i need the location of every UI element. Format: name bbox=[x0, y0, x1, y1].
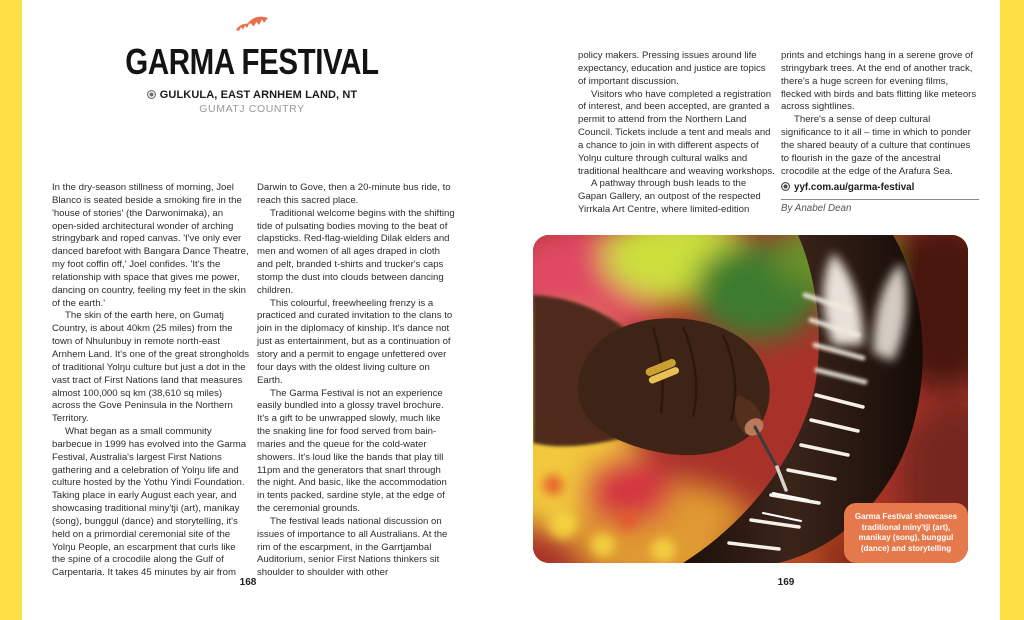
article-paragraph: Darwin to Gove, then a 20-minute bus ride, to reach this sacred place. bbox=[257, 182, 451, 206]
article-paragraph: The festival leads national discussion on issues of importance to all Australians. At the rim of the escarpment, in the Garrtjambal Auditorium, senior First Nations thinkers sit shoulder to shoulder with other bbox=[257, 515, 448, 579]
article-column-1 bbox=[52, 182, 250, 580]
page-number-right: 169 bbox=[777, 577, 795, 588]
article-paragraph: Visitors who have completed a registration of interest, and been accepted, are granted a permit to attend from the Northern Land Council. Tickets include a tent and meals and a chance to join in with different aspects of Yolŋu culture through cultural walks and traditional healthcare and weaving workshops. bbox=[578, 88, 775, 177]
article-paragraph: The skin of the earth here, on Gumatj Country, is about 40km (25 miles) from the town of Nhulunbuy in remote north-east Arnhem Land. It's one of the great strongholds of traditional Yolŋu culture but just a dot in the vast tract of First Nations land that measures almost 100,000 sq km (38,610 sq miles) across the Gove Peninsula in the Northern Territory. bbox=[52, 310, 250, 425]
article-column-4 bbox=[781, 50, 979, 216]
article-paragraph: The Garma Festival is not an experience easily bundled into a glossy travel brochure. It's a gift to be unwrapped slowly, much like the snaking line for food served from bain-maries and the queue for the cold-water showers. It's loud like the bands that play till 11pm and the generators that snarl through the night. And basic, like the accommodation in tents packed, sardine style, at the edge of the ceremonial grounds. bbox=[257, 387, 447, 515]
article-paragraph: policy makers. Pressing issues around life expectancy, education and justice are topics of important discussion. bbox=[578, 50, 766, 87]
article-column-2 bbox=[257, 182, 455, 580]
article-paragraph: In the dry-season stillness of morning, Joel Blanco is seated beside a smoking fire in the 'house of stories' (the Darwonimaka), an open-sided architectural wonder of arching stringybark and roped canvas. 'I've only ever danced barefoot with Bangara Dance Theatre, my foot coffin off,' Joel confides. 'It's the relationship with space that gives me power, dancing on country, feeling my feet in the skin of the earth.' bbox=[52, 182, 249, 309]
article-paragraph: This colourful, freewheeling frenzy is a practiced and curated invitation to the clans to join in the diplomacy of kinship. It's dance not just as entertainment, but as a continuation of story and a permit to engage unfettered over four days with the oldest living culture on Earth. bbox=[257, 297, 453, 386]
page-title: GARMA FESTIVAL bbox=[125, 41, 379, 82]
byline: By Anabel Dean bbox=[781, 199, 979, 216]
photo-caption: Garma Festival showcases traditional miny'tji (art), manikay (song), bunggul (dance) and storytelling bbox=[844, 503, 968, 563]
article-paragraph: What began as a small community barbecue in 1999 has evolved into the Garma Festival, Australia's largest First Nations gathering and a celebration of Yolŋu life and culture hosted by the Yothu Yindi Foundation. Taking place in early August each year, and showcasing traditional miny'tji (art), manikay (song), bunggul (dance) and storytelling, it's held on a primordial ceremonial site of the Yolŋu People, an escarpment that curls like the spine of a crocodile along the Gulf of Carpentaria. It takes 45 minutes by air from bbox=[52, 426, 247, 579]
article-paragraph: Traditional welcome begins with the shifting tide of pulsating bodies moving to the beat of clapsticks. Red-flag-wielding Dilak elders and men and women of all ages draped in cloth and pelt, branded t-shirts and trucker's caps stomp the dust into clouds between dancing children. bbox=[257, 207, 455, 296]
location-line bbox=[52, 89, 452, 101]
article-paragraph: prints and etchings hang in a serene grove of stringybark trees. At the end of another track, there's a huge screen for evening films, flecked with birds and bats flitting like meteors across sightlines. bbox=[781, 50, 977, 113]
globe-ring-icon bbox=[781, 182, 790, 191]
article-paragraph: There's a sense of deep cultural significance to it all – time in which to ponder the shared beauty of a culture that continues to flourish in the gaze of the ancestral crocodile at the edge of the Arafura Sea. bbox=[781, 114, 971, 177]
page-edge-left bbox=[0, 0, 22, 620]
website-url: yyf.com.au/garma-festival bbox=[794, 182, 915, 194]
article-paragraph: A pathway through bush leads to the Gapan Gallery, an outpost of the respected Yirrkala Art Centre, where limited-edition bbox=[578, 178, 761, 216]
page-number-left: 168 bbox=[239, 577, 257, 588]
page-edge-right bbox=[1000, 0, 1024, 620]
target-ring-icon bbox=[147, 90, 156, 99]
article-column-3 bbox=[578, 50, 776, 217]
double-bird-ornament-icon bbox=[235, 14, 269, 41]
website-link[interactable] bbox=[781, 182, 979, 195]
location-text: GULKULA, EAST ARNHEM LAND, NT bbox=[159, 89, 358, 101]
festival-photo bbox=[533, 235, 968, 563]
country-name: GUMATJ COUNTRY bbox=[199, 103, 305, 115]
